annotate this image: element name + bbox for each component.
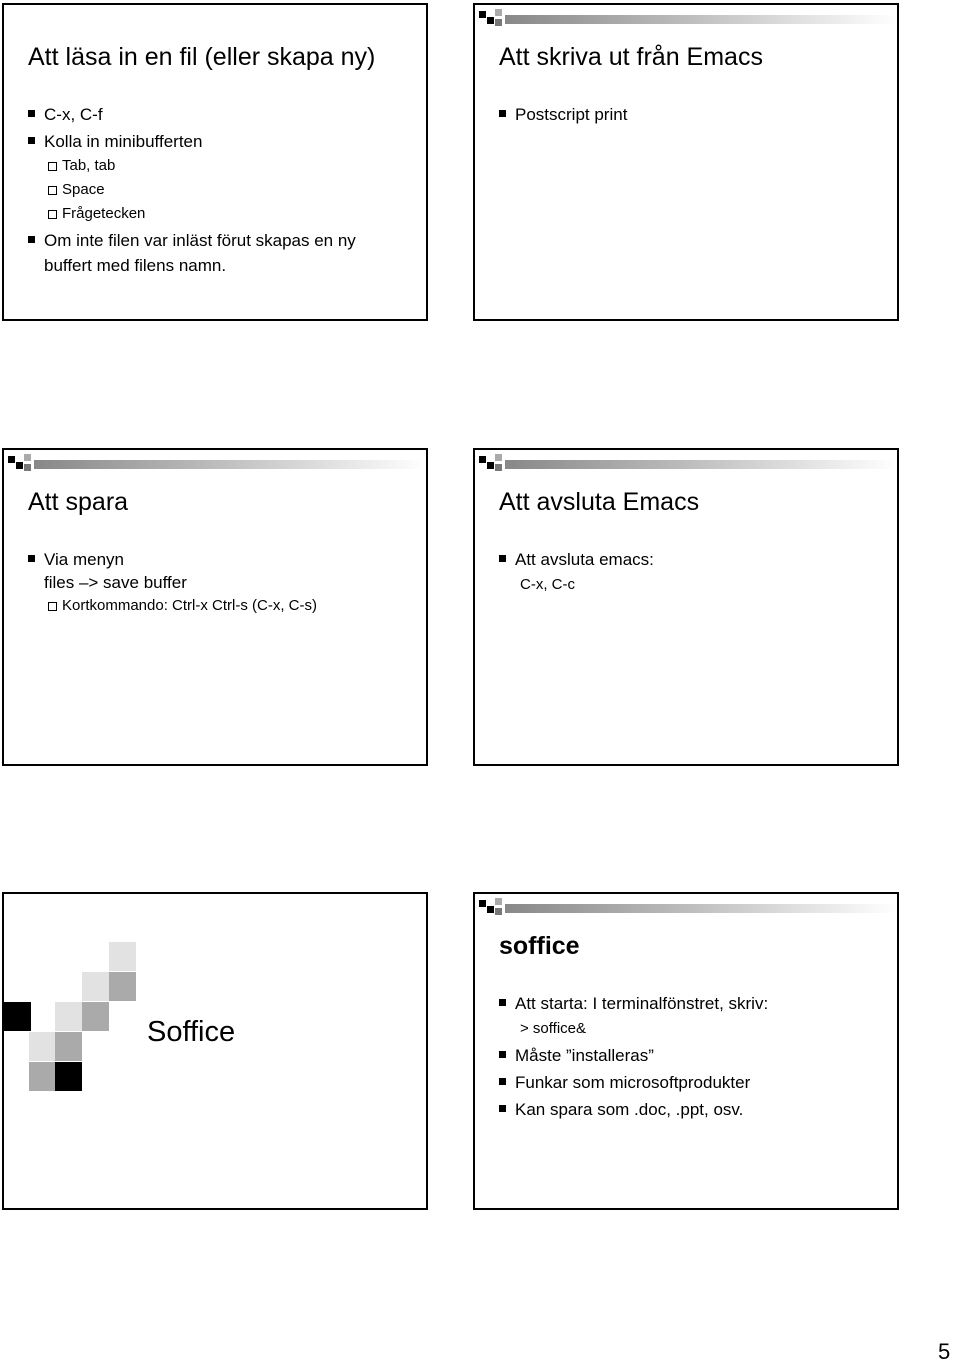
slide-decoration [477, 452, 897, 474]
square-bullet-icon [499, 110, 506, 117]
square-bullet-icon [499, 555, 506, 562]
bullet-text: C-x, C-f [44, 105, 103, 124]
slide-body [497, 100, 887, 127]
bullet-item [497, 547, 887, 572]
bullet-text: Att avsluta emacs: [515, 550, 654, 569]
slide-body [497, 989, 887, 1122]
bullet-item [26, 547, 416, 572]
sub-bullet-item [26, 178, 416, 202]
slide-5 [2, 892, 428, 1210]
square-bullet-icon [499, 1105, 506, 1112]
sub-bullet-text: Space [62, 181, 105, 198]
sub-bullet-text: Kortkommando: Ctrl-x Ctrl-s (C-x, C-s) [62, 597, 318, 614]
hollow-square-bullet-icon [48, 162, 57, 171]
bullet-text: Postscript print [515, 105, 628, 124]
bullet-text: Måste ”installeras” [515, 1046, 654, 1065]
page-number: 5 [938, 1339, 951, 1364]
slide-decoration [477, 896, 897, 918]
square-bullet-icon [28, 236, 35, 243]
sub-bullet-item [26, 202, 416, 226]
bullet-continuation: > soffice& [520, 1020, 587, 1037]
bullet-continuation: files –> save buffer [44, 573, 187, 592]
hollow-square-bullet-icon [48, 186, 57, 195]
slide-title: Att skriva ut från Emacs [499, 43, 763, 71]
square-bullet-icon [28, 110, 35, 117]
hollow-square-bullet-icon [48, 602, 57, 611]
sub-bullet-item [26, 594, 416, 618]
slide-1 [2, 3, 428, 321]
slide-3 [2, 448, 428, 766]
bullet-continuation: buffert med filens namn. [44, 256, 227, 275]
bullet-continuation: C-x, C-c [520, 576, 575, 593]
bullet-text: Att starta: I terminalfönstret, skriv: [515, 994, 769, 1013]
slide-body [497, 545, 887, 597]
bullet-item [497, 1097, 887, 1122]
slide-4 [473, 448, 899, 766]
bullet-text: Via menyn [44, 550, 125, 569]
bullet-item [497, 991, 887, 1016]
bullet-text: Om inte filen var inläst förut skapas en ny [44, 231, 356, 250]
bullet-item [497, 1070, 887, 1095]
slide-title: Att avsluta Emacs [499, 488, 700, 516]
slide-decoration [6, 452, 426, 474]
slide-title: Att spara [28, 488, 129, 516]
bullet-text: Kolla in minibufferten [44, 132, 203, 151]
slide-decoration [477, 7, 897, 29]
bullet-item [26, 102, 416, 127]
bullet-item [497, 102, 887, 127]
sub-bullet-text: Tab, tab [62, 157, 116, 174]
sub-bullet-item [26, 154, 416, 178]
hollow-square-bullet-icon [48, 210, 57, 219]
slide-title: Soffice [147, 1016, 236, 1048]
bullet-text: Funkar som microsoftprodukter [515, 1073, 751, 1092]
bullet-item [26, 228, 416, 253]
square-bullet-icon [499, 1078, 506, 1085]
bullet-item [497, 1043, 887, 1068]
slide-title: Att läsa in en fil (eller skapa ny) [28, 43, 376, 71]
slide-title: soffice [499, 932, 580, 960]
slide-body [26, 100, 416, 278]
square-bullet-icon [28, 555, 35, 562]
square-bullet-icon [499, 1051, 506, 1058]
sub-bullet-text: Frågetecken [62, 205, 146, 222]
slide-6 [473, 892, 899, 1210]
slide-2 [473, 3, 899, 321]
square-bullet-icon [499, 999, 506, 1006]
slide-body [26, 545, 416, 618]
bullet-item [26, 129, 416, 154]
square-bullet-icon [28, 137, 35, 144]
bullet-text: Kan spara som .doc, .ppt, osv. [515, 1100, 744, 1119]
